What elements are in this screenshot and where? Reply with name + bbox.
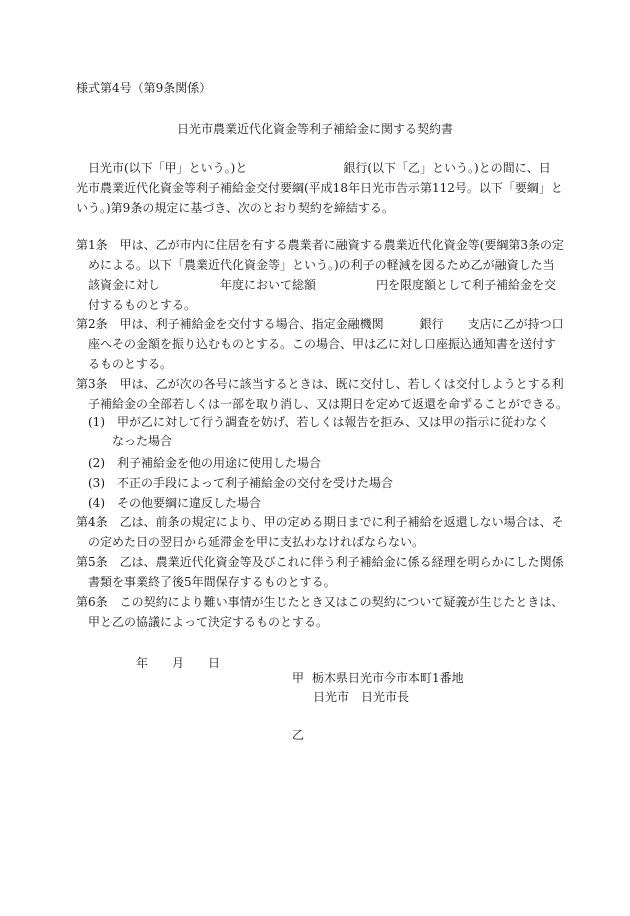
- article-1-line: めによる。以下「農業近代化資金等」という。)の利子の軽減を図るため乙が融資した当: [76, 258, 555, 272]
- article-5-line: 書類を事業終了後5年間保存するものとする。: [76, 575, 336, 589]
- preamble-line: いう。)第9条の規定に基づき、次のとおり契約を締結する。: [76, 201, 394, 215]
- document-title: 日光市農業近代化資金等利子補給金に関する契約書: [176, 122, 453, 136]
- article-3-item-4: (4) その他要綱に違反した場合: [76, 496, 261, 510]
- party-a-address: 栃木県日光市今市本町1番地: [312, 671, 464, 685]
- article-4-line: の定めた日の翌日から延滞金を甲に支払わなければならない。: [76, 535, 425, 549]
- party-b-label: 乙: [292, 728, 305, 742]
- article-3-line: 子補給金の全部若しくは一部を取り消し、又は期日を定めて返還を命ずることができる。: [76, 397, 569, 411]
- article-1-line: 該資金に対し 年度において総額 円を限度額として利子補給金を交: [76, 278, 557, 292]
- party-a-label: 甲: [292, 671, 305, 685]
- article-6-line: 第6条 この契約により難い事情が生じたとき又はこの契約について疑義が生じたときは、: [76, 595, 564, 609]
- article-6-line: 甲と乙の協議によって決定するものとする。: [76, 615, 329, 629]
- article-2-line: るものとする。: [76, 357, 173, 371]
- article-3-item-3: (3) 不正の手段によって利子補給金の交付を受けた場合: [76, 476, 394, 490]
- article-2-line: 座へその金額を振り込むものとする。この場合、甲は乙に対し口座振込通知書を送付す: [76, 337, 557, 351]
- article-1-line: 第1条 甲は、乙が市内に住居を有する農業者に融資する農業近代化資金等(要綱第3条の定: [76, 238, 564, 252]
- date-month-label: 月: [172, 656, 185, 670]
- article-3-item-1-cont: なった場合: [76, 434, 173, 448]
- preamble-line: 光市農業近代化資金等利子補給金交付要綱(平成18年日光市告示第112号。以下「要綱」と: [76, 181, 563, 195]
- article-3-line: 第3条 甲は、乙が次の各号に該当するときは、既に交付し、若しくは交付しようとする利: [76, 377, 564, 391]
- article-3-item-1: (1) 甲が乙に対して行う調査を妨げ、若しくは報告を拒み、又は甲の指示に従わなく: [76, 415, 550, 429]
- article-1-line: 付するものとする。: [76, 298, 197, 312]
- date-year-label: 年: [136, 656, 149, 670]
- preamble-line: 日光市(以下「甲」という。)と 銀行(以下「乙」という。)との間に、日: [76, 161, 551, 175]
- form-label: 様式第4号（第9条関係）: [76, 81, 212, 95]
- article-5-line: 第5条 乙は、農業近代化資金等及びこれに伴う利子補給金に係る経理を明らかにした関係: [76, 555, 564, 569]
- article-3-item-2: (2) 利子補給金を他の用途に使用した場合: [76, 456, 321, 470]
- party-a-name: 日光市 日光市長: [313, 690, 410, 704]
- article-2-line: 第2条 甲は、利子補給金を交付する場合、指定金融機関 銀行 支店に乙が持つ口: [76, 317, 564, 331]
- article-4-line: 第4条 乙は、前条の規定により、甲の定める期日までに利子補給を返還しない場合は、そ: [76, 515, 564, 529]
- date-day-label: 日: [208, 656, 221, 670]
